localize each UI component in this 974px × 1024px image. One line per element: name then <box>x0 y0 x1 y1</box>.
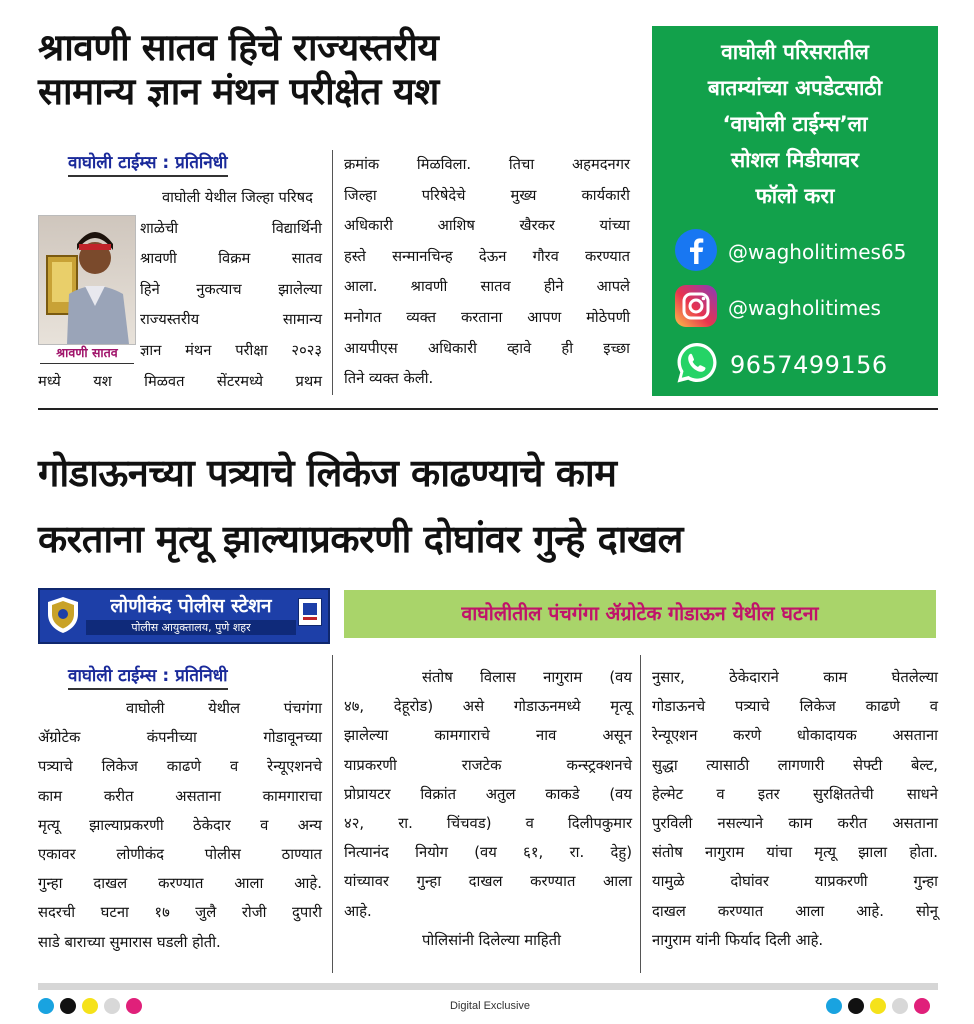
facebook-icon <box>674 228 718 276</box>
article2-byline: वाघोली टाईम्स : प्रतिनिधी <box>68 663 228 690</box>
article2-column-2 <box>344 663 632 955</box>
article2-col2-line: पोलिसांनी दिलेल्या माहिती <box>422 931 561 949</box>
whatsapp-icon <box>674 340 720 390</box>
article1-col1-line: श्रावणी विक्रम सातव <box>140 250 322 268</box>
article2-headline-line1: गोडाऊनच्या पत्र्याचे लिकेज काढण्याचे काम <box>38 451 617 495</box>
article2-col2-line: नित्यानंद नियोग (वय ६१, रा. देहु) <box>344 844 632 862</box>
article2-col1-line: काम करीत असताना कामगाराचा <box>38 787 322 805</box>
promo-line: ‘वाघोली टाईम्स’ला <box>722 112 868 136</box>
color-dot <box>870 998 886 1014</box>
article2-col1-line: ॲग्रोटेक कंपनीच्या गोडावूनच्या <box>38 729 322 747</box>
footer-label: Digital Exclusive <box>449 1000 531 1012</box>
article2-col1-line: वाघोली येथील पंचगंगा <box>126 700 322 717</box>
social-promo-box <box>652 26 938 396</box>
article1-headline-line2: सामान्य ज्ञान मंथन परीक्षेत यश <box>38 69 439 113</box>
article1-col2-line: हस्ते सन्मानचिन्ह देऊन गौरव करण्यात <box>344 247 630 265</box>
color-dot <box>38 998 54 1014</box>
article2-col2-line: यांच्यावर गुन्हा दाखल करण्यात आला <box>344 873 632 891</box>
article1-col1-line: वाघोली येथील जिल्हा परिषद <box>162 189 313 206</box>
article1-col2-line: आयपीएस अधिकारी व्हावे ही इच्छा <box>344 339 630 357</box>
color-dot <box>126 998 142 1014</box>
article1-col2-line: क्रमांक मिळविला. तिचा अहमदनगर <box>344 156 630 173</box>
article2-col3-line: यामुळे दोघांवर याप्रकरणी गुन्हा <box>652 873 938 891</box>
article2-col3-line: रेन्यूएशन करणे धोकादायक असताना <box>652 727 938 745</box>
article1-col1-line: ज्ञान मंथन परीक्षा २०२३ <box>140 341 322 359</box>
police-station-sign <box>38 588 330 644</box>
instagram-handle[interactable]: @wagholitimes <box>728 296 881 320</box>
article2-col3-line: सुद्धा त्यासाठी लागणारी सेफ्टी बेल्ट, <box>652 756 938 774</box>
article1-column-2 <box>344 150 630 395</box>
article2-col2-line: आहे. <box>344 902 372 920</box>
article2-col1-line: मृत्यू झाल्याप्रकरणी ठेकेदार व अन्य <box>38 816 322 834</box>
article2-col3-line: हेल्मेट व इतर सुरक्षिततेची साधने <box>652 785 938 803</box>
article1-col2-line: अधिकारी आशिष खैरकर यांच्या <box>344 217 630 235</box>
footer-dots-left <box>38 998 148 1014</box>
article1-col2-line: जिल्हा परिषेदेचे मुख्य कार्यकारी <box>344 186 630 204</box>
story-divider <box>38 408 938 410</box>
color-dot <box>60 998 76 1014</box>
station-sign-title: लोणीकंद पोलीस स्टेशन <box>110 595 272 617</box>
article2-col2-line: झालेल्या कामगाराचे नाव असून <box>344 727 632 745</box>
article1-col2-line: आला. श्रावणी सातव हीने आपले <box>344 278 630 296</box>
instagram-icon <box>674 284 718 332</box>
article2-col1-line: सदरची घटना १७ जुलै रोजी दुपारी <box>38 904 322 922</box>
whatsapp-row[interactable] <box>674 340 888 390</box>
article1-headline-line1: श्रावणी सातव हिचे राज्यस्तरीय <box>38 26 439 69</box>
article1-photo-caption: श्रावणी सातव <box>40 344 134 364</box>
article2-col2-line: संतोष विलास नागुराम (वय <box>422 669 632 686</box>
station-sign-subtitle: पोलीस आयुक्तालय, पुणे शहर <box>86 620 296 635</box>
article2-col2-line: प्रोप्रायटर विक्रांत अतुल काकडे (वय <box>344 785 632 803</box>
article2-headline-line2: करताना मृत्यू झाल्याप्रकरणी दोघांवर गुन्हे दाखल <box>38 517 683 561</box>
article2-col2-line: ४७, देहूरोड) असे गोडाऊनमध्ये मृत्यू <box>344 698 632 716</box>
article2-col2-line: याप्रकरणी राजटेक कन्स्ट्रक्शनचे <box>344 756 632 774</box>
article2-column-1 <box>38 694 322 957</box>
article1-headline <box>38 26 638 113</box>
facebook-row[interactable] <box>674 228 906 276</box>
article2-col3-line: संतोष नागुराम यांचा मृत्यू झाला होता. <box>652 844 938 862</box>
article2-col1-line: पत्र्याचे लिकेज काढणे व रेन्यूएशनचे <box>38 758 322 776</box>
article1-column-1 <box>140 183 322 367</box>
article1-col1-line: राज्यस्तरीय सामान्य <box>140 311 322 329</box>
promo-line: सोशल मिडीयावर <box>730 148 860 172</box>
article2-col1-line: गुन्हा दाखल करण्यात आला आहे. <box>38 875 322 893</box>
color-dot <box>82 998 98 1014</box>
promo-line: बातम्यांच्या अपडेटसाठी <box>707 76 883 100</box>
police-logo-icon <box>298 598 322 626</box>
article1-column-divider <box>332 150 333 395</box>
article2-col3-line: पुरविली नसल्याने काम करीत असताना <box>652 815 938 833</box>
footer-dots-right <box>826 998 930 1014</box>
article2-col3-line: नुसार, ठेकेदाराने काम घेतलेल्या <box>652 669 938 686</box>
article1-col2-line: मनोगत व्यक्त करताना आपण मोठेपणी <box>344 308 630 326</box>
color-dot <box>104 998 120 1014</box>
article1-byline: वाघोली टाईम्स : प्रतिनिधी <box>68 150 228 177</box>
color-dot <box>826 998 842 1014</box>
article2-headline <box>38 440 948 572</box>
facebook-handle[interactable]: @wagholitimes65 <box>728 240 907 264</box>
promo-line: फॉलो करा <box>755 184 835 208</box>
color-dot <box>848 998 864 1014</box>
article1-col2-line: तिने व्यक्त केली. <box>344 370 434 388</box>
promo-line: वाघोली परिसरातील <box>721 40 869 64</box>
article1-col1-line: शाळेची विद्यार्थिनी <box>140 219 322 237</box>
footer-bar <box>38 983 938 990</box>
article2-col1-line: साडे बाराच्या सुमारास घडली होती. <box>38 933 221 951</box>
police-emblem-icon <box>46 596 80 638</box>
article2-col3-line: गोडाऊनचे पत्र्याचे लिकेज काढणे व <box>652 698 938 716</box>
article2-column-divider-2 <box>640 655 641 973</box>
color-dot <box>914 998 930 1014</box>
article2-col3-line: दाखल करण्यात आला आहे. सोनू <box>652 902 938 920</box>
article1-col1-last-line: मध्ये यश मिळवत सेंटरमध्ये प्रथम <box>38 373 322 390</box>
article2-col2-line: ४२, रा. चिंचवड) व दिलीपकुमार <box>344 815 632 833</box>
color-dot <box>892 998 908 1014</box>
article2-subheadline: वाघोलीतील पंचगंगा ॲग्रोटेक गोडाऊन येथील घटना <box>344 590 936 638</box>
article2-column-divider-1 <box>332 655 333 973</box>
article1-col1-line: हिने नुकत्याच झालेल्या <box>140 280 322 298</box>
instagram-row[interactable] <box>674 284 881 332</box>
article2-column-3 <box>652 663 938 955</box>
article1-photo <box>38 215 136 345</box>
whatsapp-number[interactable]: 9657499156 <box>730 351 888 379</box>
article2-col1-line: एकावर लोणीकंद पोलीस ठाण्यात <box>38 846 322 864</box>
article2-col3-line: नागुराम यांनी फिर्याद दिली आहे. <box>652 931 824 949</box>
